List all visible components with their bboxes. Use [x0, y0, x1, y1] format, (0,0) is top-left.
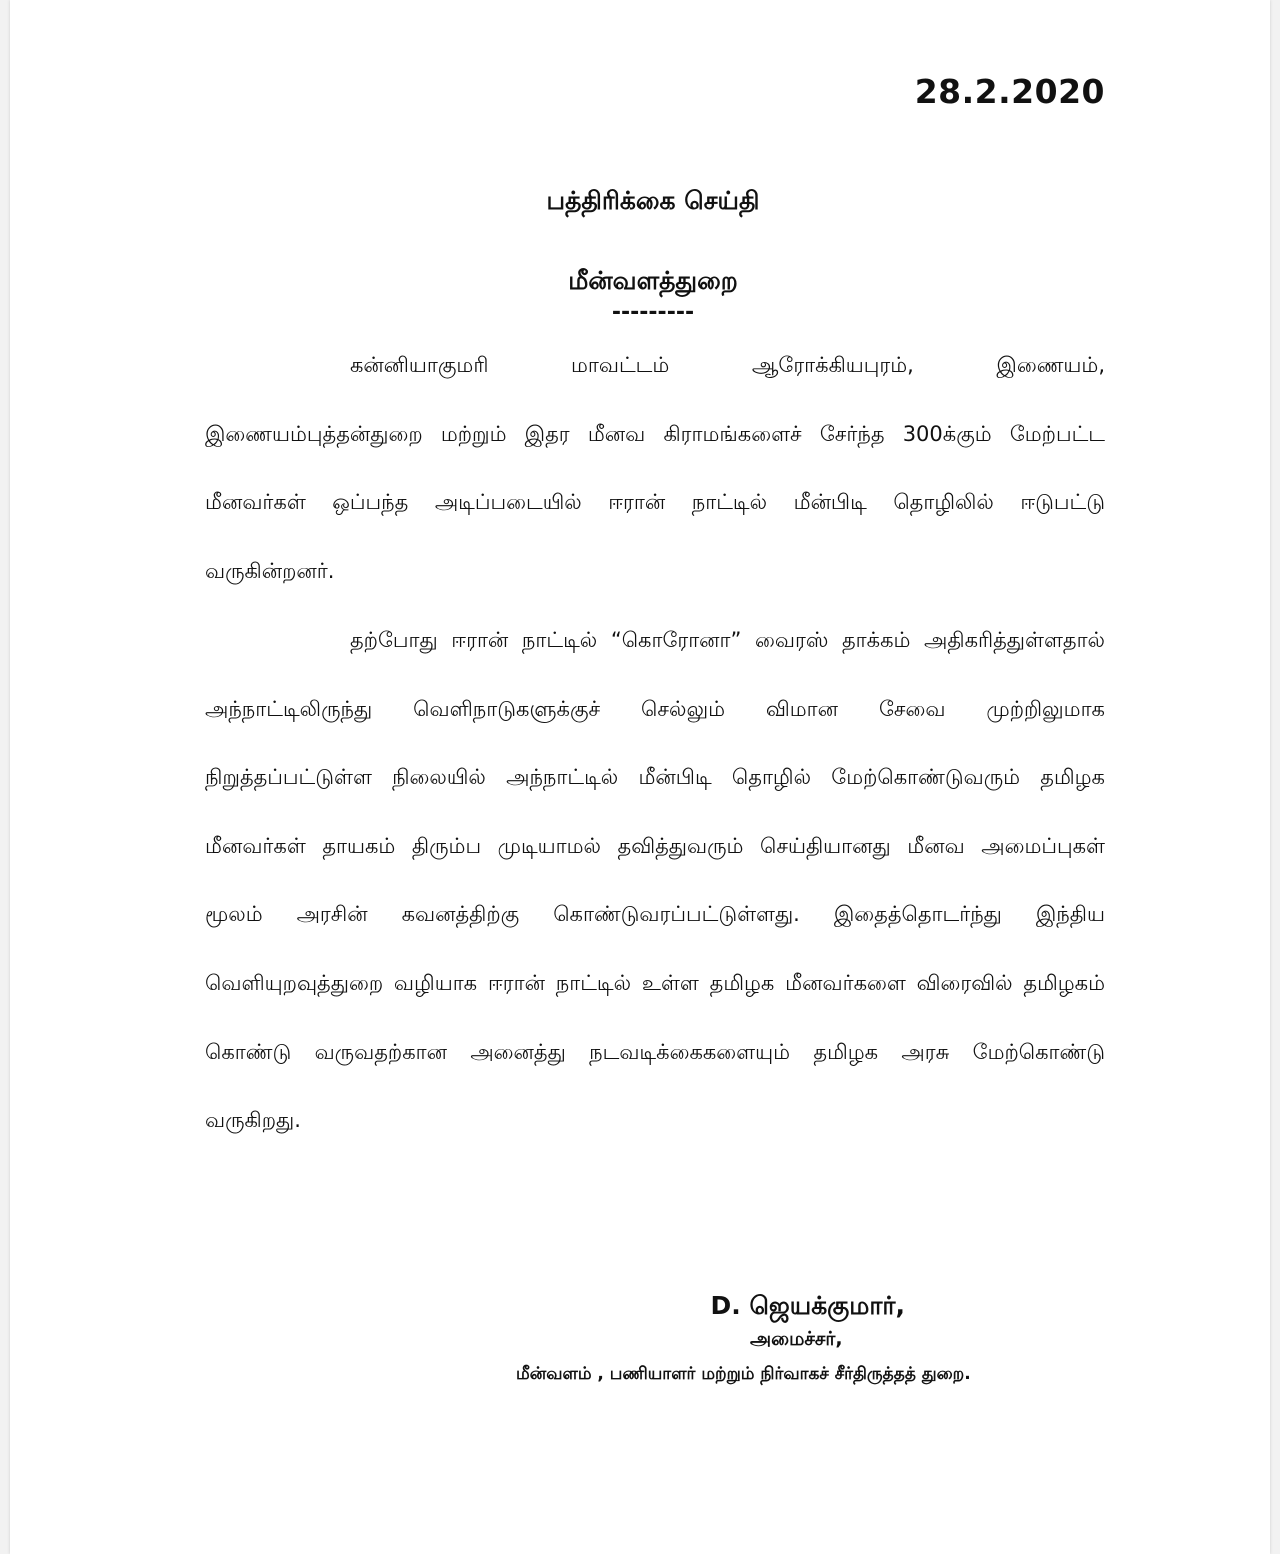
paragraph-1: கன்னியாகுமரி மாவட்டம் ஆரோக்கியபுரம், இணையம், இணையம்புத்தன்துறை மற்றும் இதர மீனவ கிராமங்களைச் சேர்ந்த 300க்கும் மேற்பட்ட மீனவர்கள் ஒப்பந்த அடிப்படையில் ஈரான் நாட்டில் மீன்பிடி தொழிலில் ஈடுபட்டு வருகின்றனர்.: [205, 353, 1105, 583]
signatory-name: D. ஜெயக்குமார்,: [710, 1291, 905, 1320]
release-date: 28.2.2020: [914, 72, 1105, 111]
press-release-page: [10, 0, 1270, 1554]
paragraph-2: தற்போது ஈரான் நாட்டில் “கொரோனா” வைரஸ் தாக்கம் அதிகரித்துள்ளதால் அந்நாட்டிலிருந்து வெளிநாடுகளுக்குச் செல்லும் விமான சேவை முற்றிலுமாக நிறுத்தப்பட்டுள்ள நிலையில் அந்நாட்டில் மீன்பிடி தொழில் மேற்கொண்டுவரும் தமிழக மீனவர்கள் தாயகம் திரும்ப முடியாமல் தவித்துவரும் செய்தியானது மீனவ அமைப்புகள் மூலம் அரசின் கவனத்திற்கு கொண்டுவரப்பட்டுள்ளது. இதைத்தொடர்ந்து இந்திய வெளியுறவுத்துறை வழியாக ஈரான் நாட்டில் உள்ள தமிழக மீனவர்களை விரைவில் தமிழகம் கொண்டு வருவதற்கான அனைத்து நடவடிக்கைகளையும் தமிழக அரசு மேற்கொண்டு வருகிறது.: [205, 628, 1105, 1133]
signatory-role: அமைச்சர்,: [750, 1328, 843, 1350]
signature-block: [711, 1288, 906, 1324]
signatory-department: மீன்வளம் , பணியாளர் மற்றும் நிர்வாகச் சீர்திருத்தத் துறை.: [516, 1364, 971, 1384]
press-release-title: பத்திரிக்கை செய்தி: [546, 186, 760, 215]
heading-separator: ---------: [611, 300, 695, 325]
department-heading: மீன்வளத்துறை: [568, 266, 738, 295]
